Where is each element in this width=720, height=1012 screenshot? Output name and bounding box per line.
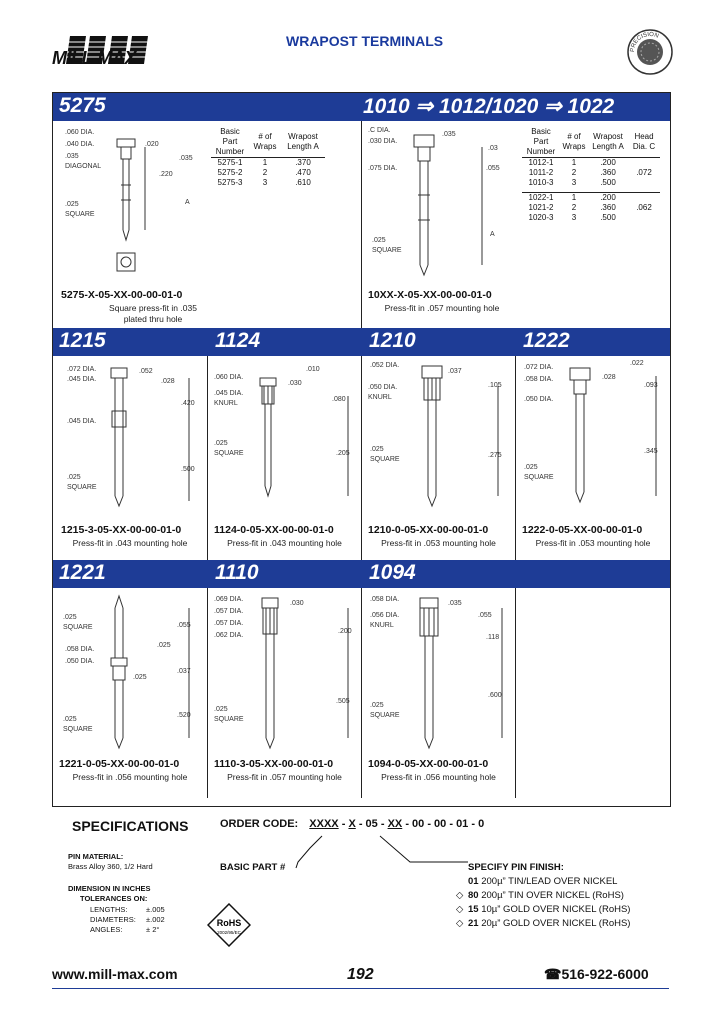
dim: .025: [370, 702, 384, 709]
dim: .060 DIA.: [65, 129, 95, 136]
col-header: Basic Part Number: [522, 127, 560, 158]
dim: .118: [486, 634, 500, 641]
dim: .040 DIA.: [65, 141, 95, 148]
note-1222: Press-fit in .053 mounting hole: [535, 538, 651, 548]
dim: .200: [338, 628, 352, 635]
footer-rule: [52, 988, 669, 989]
part-number-1094: 1094-0-05-XX-00-00-01-0: [368, 758, 489, 770]
dim: DIAGONAL: [65, 163, 102, 170]
dim: KNURL: [370, 622, 394, 629]
note-1094: Press-fit in .056 mounting hole: [381, 772, 496, 782]
footer-phone: [544, 966, 649, 983]
dim: .03: [488, 145, 498, 152]
dim: .025: [67, 474, 81, 481]
dim: .056 DIA.: [370, 612, 400, 619]
dim: KNURL: [214, 400, 238, 407]
dim: SQUARE: [63, 726, 93, 733]
pin-material-label: PIN MATERIAL:: [68, 852, 124, 861]
note-5275-line2: plated thru hole: [123, 314, 183, 324]
dim: .058 DIA.: [370, 596, 400, 603]
finish-option: 01 200µ” TIN/LEAD OVER NICKEL: [468, 876, 618, 887]
order-mid: - 05 -: [355, 818, 388, 830]
band-row-3: [53, 560, 670, 588]
dim: .035: [179, 155, 193, 162]
cell-1010: [362, 121, 670, 328]
part-number-1215: 1215-3-05-XX-00-00-01-0: [61, 524, 182, 536]
part-number-1210: 1210-0-05-XX-00-00-01-0: [368, 524, 489, 536]
seal-text: PRECISION: [629, 31, 660, 53]
table-row: 1012-1 1 .200: [528, 158, 616, 167]
note-1110: Press-fit in .057 mounting hole: [227, 772, 342, 782]
dim: SQUARE: [65, 211, 95, 218]
footer-url-link[interactable]: www.mill-max.com: [52, 966, 178, 982]
dim: .600: [488, 692, 502, 699]
tolerance-name: LENGTHS:: [90, 905, 128, 914]
dim: .045 DIA.: [67, 376, 97, 383]
note-1210: Press-fit in .053 mounting hole: [381, 538, 496, 548]
dim: .020: [145, 141, 159, 148]
finish-option: ◇ 15 10µ” GOLD OVER NICKEL (RoHS): [456, 904, 631, 915]
note-1215: Press-fit in .043 mounting hole: [72, 538, 188, 548]
col-header: Head Dia. C: [628, 127, 660, 158]
col-header: Wrapost Length A: [281, 127, 325, 158]
dim: SQUARE: [372, 247, 402, 254]
dim: .050 DIA.: [368, 384, 398, 391]
order-seg-finish: XX: [387, 818, 403, 830]
cell-1110: [208, 588, 361, 798]
dim: .025: [214, 440, 228, 447]
rohs-badge: [207, 903, 251, 947]
dim: .022: [630, 360, 644, 367]
dim: .520: [177, 712, 191, 719]
part-number-1222: 1222-0-05-XX-00-00-01-0: [522, 524, 643, 536]
dim: SQUARE: [67, 484, 97, 491]
dim: .058 DIA.: [524, 376, 554, 383]
page-number: 192: [347, 966, 374, 983]
dim: .045 DIA.: [67, 418, 97, 425]
dim: .025: [65, 201, 79, 208]
dim: .505: [336, 698, 350, 705]
dim: .057 DIA.: [214, 620, 244, 627]
dim: .052 DIA.: [370, 362, 400, 369]
part-number-5275: 5275-X-05-XX-00-00-01-0: [61, 289, 183, 301]
tolerances-label: TOLERANCES ON:: [80, 894, 148, 903]
cell-1222: [516, 356, 670, 560]
dim: .030 DIA.: [368, 138, 398, 145]
phone-number: 516-922-6000: [561, 966, 649, 982]
dim: .C DIA.: [368, 127, 391, 134]
title-1094: 1094: [369, 561, 416, 584]
dim: .025: [214, 706, 228, 713]
precision-seal-icon: [626, 28, 674, 76]
dimension-label: DIMENSION IN INCHES: [68, 884, 151, 893]
divider: [515, 588, 516, 798]
dim: .069 DIA.: [214, 596, 244, 603]
dim: .055: [478, 612, 492, 619]
dim: .055: [486, 165, 500, 172]
dim: .025: [370, 446, 384, 453]
title-1221: 1221: [59, 561, 106, 584]
finish-option: ◇ 21 20µ” GOLD OVER NICKEL (RoHS): [456, 918, 631, 929]
col-header: # of Wraps: [560, 127, 588, 158]
pin-material-value: Brass Alloy 360, 1/2 Hard: [68, 862, 153, 871]
tolerance-value: ±.002: [146, 915, 165, 924]
finish-title: SPECIFY PIN FINISH:: [468, 862, 564, 873]
dim: A: [185, 199, 190, 206]
dim: .030: [288, 380, 302, 387]
dim: .072 DIA.: [524, 364, 554, 371]
part-number-1010: 10XX-X-05-XX-00-00-01-0: [368, 289, 492, 301]
rohs-label: RoHS: [216, 918, 242, 928]
cell-1094: [362, 588, 515, 798]
dim: SQUARE: [214, 716, 244, 723]
dim: KNURL: [368, 394, 392, 401]
dim: .028: [602, 374, 616, 381]
dim: SQUARE: [214, 450, 244, 457]
col-header: Basic Part Number: [211, 127, 249, 158]
table-row: 5275-3 3 .610: [217, 178, 311, 187]
dim: .220: [159, 171, 173, 178]
title-1210: 1210: [369, 329, 416, 352]
finish-option: ◇ 80 200µ” TIN OVER NICKEL (RoHS): [456, 890, 624, 901]
col-header: # of Wraps: [249, 127, 281, 158]
mill-max-logo: [52, 30, 162, 76]
band-row-1: [53, 93, 670, 121]
dim: .035: [442, 131, 456, 138]
cell-1215: [53, 356, 207, 560]
dim: .055: [177, 622, 191, 629]
dim: .345: [644, 448, 658, 455]
dim: .275: [488, 452, 502, 459]
table-row: 5275-2 2 .470: [217, 168, 311, 177]
title-1110: 1110: [215, 561, 259, 584]
dim: .050 DIA.: [65, 658, 95, 665]
dim: .037: [448, 368, 462, 375]
dim: .025: [133, 674, 147, 681]
spec-table-1010: [522, 127, 660, 223]
dim: SQUARE: [524, 474, 554, 481]
order-seg-basic: XXXX: [309, 818, 339, 830]
dim: SQUARE: [370, 456, 400, 463]
part-number-1110: 1110-3-05-XX-00-00-01-0: [214, 758, 334, 770]
tolerance-name: DIAMETERS:: [90, 915, 136, 924]
title-1215: 1215: [59, 329, 106, 352]
part-number-1124: 1124-0-05-XX-00-00-01-0: [214, 524, 334, 536]
precision-seal: [626, 28, 674, 76]
dim: .060 DIA.: [214, 374, 244, 381]
dim: .057 DIA.: [214, 608, 244, 615]
note-1010: Press-fit in .057 mounting hole: [384, 303, 500, 313]
dim: .028: [161, 378, 175, 385]
part-number-1221: 1221-0-05-XX-00-00-01-0: [59, 758, 180, 770]
tolerance-name: ANGLES:: [90, 925, 123, 934]
title-1222: 1222: [523, 329, 570, 352]
dim: .105: [488, 382, 502, 389]
telephone-icon: ☎: [544, 966, 562, 982]
band-row-2: [53, 328, 670, 356]
tolerance-value: ±.005: [146, 905, 165, 914]
page-title: WRAPOST TERMINALS: [286, 33, 444, 49]
rohs-diamond-icon: [207, 903, 251, 947]
dim: SQUARE: [370, 712, 400, 719]
pin-drawing-1210: [362, 356, 515, 516]
dim: .025: [157, 642, 171, 649]
table-row: 5275-1 1 .370: [217, 158, 311, 167]
table-row: 1011-2 2 .360 .072: [528, 168, 652, 177]
dim: .205: [336, 450, 350, 457]
cell-1221: [53, 588, 207, 798]
order-seg-x: X: [348, 818, 356, 830]
cell-1124: [208, 356, 361, 560]
table-row: 1020-3 3 .500: [528, 213, 616, 222]
title-1124: 1124: [215, 329, 261, 352]
dim: .010: [306, 366, 320, 373]
dim: .025: [524, 464, 538, 471]
table-row: 1022-1 1 .200: [528, 193, 616, 202]
dim: .500: [181, 466, 195, 473]
dim: .075 DIA.: [368, 165, 398, 172]
cell-1210: [362, 356, 515, 560]
table-row: 1021-2 2 .360 .062: [528, 203, 652, 212]
dim: .062 DIA.: [214, 632, 244, 639]
note-1221: Press-fit in .056 mounting hole: [72, 772, 188, 782]
dim: .093: [644, 382, 658, 389]
dim: .420: [181, 400, 195, 407]
dim: .035: [65, 153, 79, 160]
dim: .050 DIA.: [524, 396, 554, 403]
basic-part-label: BASIC PART #: [220, 862, 286, 873]
dim: .045 DIA.: [214, 390, 244, 397]
spec-table-5275: [211, 127, 325, 188]
pin-drawing-1010: [362, 125, 502, 295]
order-code: [220, 818, 484, 830]
title-1010: 1010 ⇒ 1012/1020 ⇒ 1022: [363, 95, 615, 118]
tolerance-value: ± 2°: [146, 925, 160, 934]
col-header: Wrapost Length A: [588, 127, 628, 158]
title-5275: 5275: [59, 94, 106, 117]
dim: .025: [63, 716, 77, 723]
table-row: 1010-3 3 .500: [528, 178, 616, 187]
dim: .080: [332, 396, 346, 403]
product-grid: [52, 92, 671, 807]
dim: .037: [177, 668, 191, 675]
rohs-sub: 2002/95/EC: [217, 930, 241, 935]
specifications-title: SPECIFICATIONS: [72, 818, 189, 834]
dim: .058 DIA.: [65, 646, 95, 653]
order-code-label: ORDER CODE:: [220, 818, 299, 830]
note-5275-line1: Square press-fit in .035: [109, 303, 197, 313]
dim: .035: [448, 600, 462, 607]
dim: A: [490, 231, 495, 238]
dim: .030: [290, 600, 304, 607]
dim: .025: [63, 614, 77, 621]
dim: .072 DIA.: [67, 366, 97, 373]
dim: .025: [372, 237, 386, 244]
logo-text: MILL-MAX: [52, 48, 136, 68]
note-1124: Press-fit in .043 mounting hole: [227, 538, 342, 548]
order-dash: -: [338, 818, 349, 830]
cell-5275: [53, 121, 361, 328]
order-tail: - 00 - 00 - 01 - 0: [402, 818, 485, 830]
dim: .052: [139, 368, 153, 375]
dim: SQUARE: [63, 624, 93, 631]
